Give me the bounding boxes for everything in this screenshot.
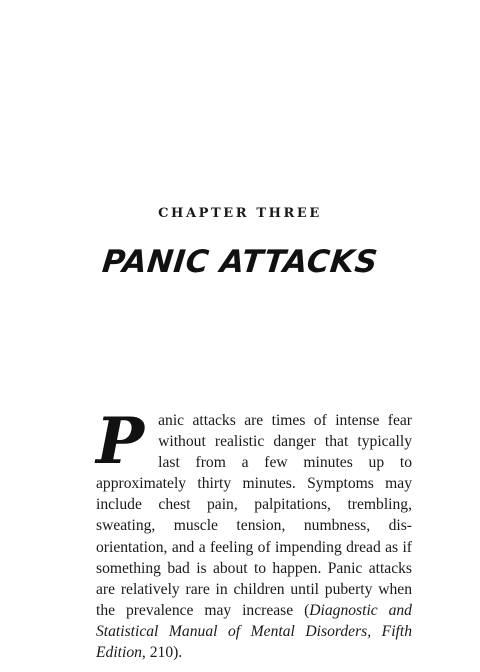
citation-page: , 210). xyxy=(141,644,183,662)
body-paragraph xyxy=(96,404,412,663)
drop-cap: P xyxy=(96,404,145,479)
chapter-label: CHAPTER THREE xyxy=(158,206,322,221)
paragraph-text: anic attacks are times of intense fear without realistic danger that typically last from a few minutes up to approximately thirty minutes. Symptoms may include chest pain, palpitations, trembling, sweating, muscle tension, numbness, disorientation, and a feeling of impending dread as if something bad is about to happen. Panic attacks are relatively rare in children until puberty when the prevalence may increase ( xyxy=(96,412,412,619)
chapter-title: PANIC ATTACKS xyxy=(100,244,380,280)
citation-title: Diagnostic and Statistical Manual of Mental Disorders, Fifth Edition xyxy=(96,601,412,662)
